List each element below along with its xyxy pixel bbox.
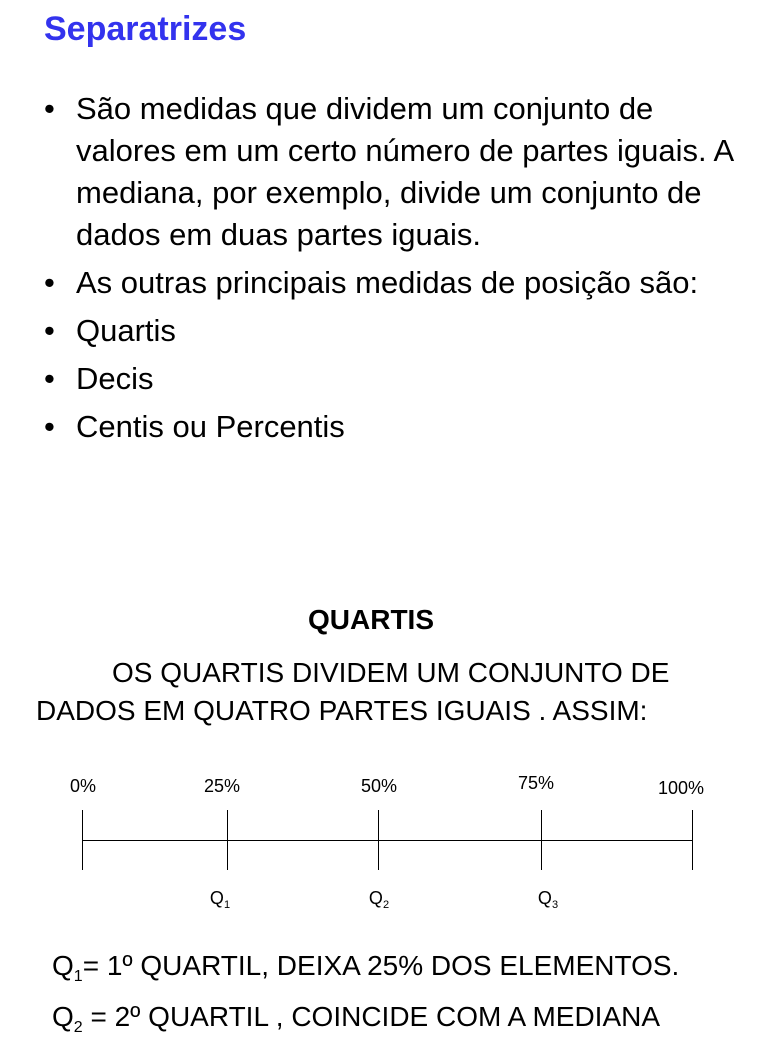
quartile-label: $Q_1$ [209, 888, 231, 911]
bullet-text: Quartis [76, 313, 176, 348]
scale-tick [378, 810, 379, 870]
bullet-dot-icon: • [44, 409, 55, 444]
percent-label: 25% [203, 776, 241, 796]
section-heading: QUARTIS [308, 604, 434, 635]
percent-label: 100% [657, 778, 705, 798]
bullet-item [44, 262, 744, 304]
bullet-item [44, 406, 744, 448]
bullet-text: Centis ou Percentis [76, 409, 345, 444]
quartile-label: $Q_2$ [368, 888, 390, 911]
scale-tick [692, 810, 693, 870]
section-paragraph: OS QUARTIS DIVIDEM UM CONJUNTO DE DADOS EM QUATRO PARTES IGUAIS . ASSIM: [36, 657, 670, 726]
quartile-definitions [52, 946, 768, 1048]
bullet-text: As outras principais medidas de posição são: [76, 265, 699, 300]
bullet-item [44, 88, 744, 256]
bullet-list [44, 88, 744, 454]
scale-tick [82, 810, 83, 870]
bullet-dot-icon: • [44, 265, 55, 300]
scale-axis-line [82, 840, 693, 841]
slide-title: Separatrizes [44, 10, 247, 48]
bullet-dot-icon: • [44, 313, 55, 348]
bullet-dot-icon: • [44, 91, 55, 126]
scale-tick [541, 810, 542, 870]
quartile-scale-diagram [0, 760, 768, 930]
percent-label: 75% [517, 773, 555, 793]
percent-label: 50% [360, 776, 398, 796]
bullet-item [44, 358, 744, 400]
quartile-label: $Q_3$ [537, 888, 559, 911]
bullet-item [44, 310, 744, 352]
scale-tick [227, 810, 228, 870]
bullet-text: Decis [76, 361, 154, 396]
bullet-text: São medidas que dividem um conjunto de valores em um certo número de partes iguais. A mediana, por exemplo, divide um conjunto de dados em duas partes iguais. [76, 91, 733, 252]
definition-line: $Q_1=$ 1º QUARTIL, DEIXA 25% DOS ELEMENTOS. [52, 950, 680, 985]
bullet-dot-icon: • [44, 361, 55, 396]
percent-label: 0% [69, 776, 97, 796]
definition-line: $Q_2$ = 2º QUARTIL , COINCIDE COM A MEDIANA [52, 1001, 661, 1036]
